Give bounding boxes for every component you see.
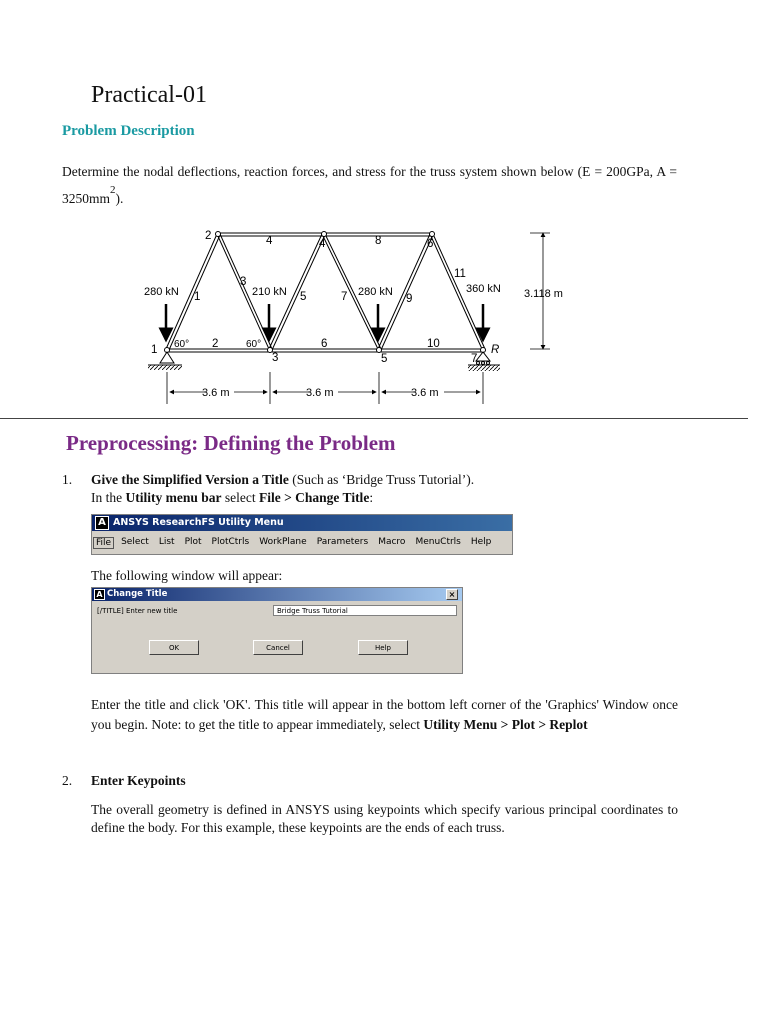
load-label: 280 kN: [358, 286, 393, 298]
node-6: [430, 232, 435, 237]
problem-text-main: Determine the nodal deflections, reaction forces, and stress for the truss system shown below (E = 200GPa, A = 3250mm: [62, 164, 677, 206]
step-2-number: 2.: [62, 773, 73, 788]
section-divider: [0, 418, 748, 419]
menu-file[interactable]: File: [93, 537, 114, 549]
member-label: 6: [321, 338, 328, 350]
span-dimension: 3.6 m: [202, 387, 230, 399]
member-label: 3: [240, 276, 247, 288]
height-dimension: 3.118 m: [524, 288, 563, 300]
angle-label: 60°: [246, 339, 262, 350]
load-label: 360 kN: [466, 283, 501, 295]
node-label: 5: [381, 353, 388, 365]
dialog-title: Change Title: [107, 589, 168, 599]
preprocessing-heading: Preprocessing: Defining the Problem: [66, 431, 396, 455]
menu-menuctrls[interactable]: MenuCtrls: [415, 537, 461, 547]
member-label: 7: [341, 291, 348, 303]
node-label: 6: [427, 238, 434, 250]
node-label: 1: [151, 344, 158, 356]
ansys-logo-icon: A: [95, 516, 109, 530]
problem-description-text: [62, 158, 677, 214]
truss-diagram: [138, 222, 578, 412]
menu-select[interactable]: Select: [121, 537, 149, 547]
node-label: 2: [205, 230, 212, 242]
span-dimension: 3.6 m: [306, 387, 334, 399]
help-button[interactable]: Help: [358, 640, 408, 655]
title-prompt-label: [/TITLE] Enter new title: [97, 607, 178, 615]
window-appear-text: The following window will appear:: [91, 568, 283, 583]
ansys-utility-menu-screenshot: [91, 514, 513, 555]
dialog-titlebar: [92, 588, 462, 601]
node-label: 3: [272, 352, 279, 364]
step-1-instruction: In the Utility menu bar select File > Change Title:: [91, 490, 374, 505]
node-2: [216, 232, 221, 237]
member-label: 5: [300, 291, 307, 303]
ok-button[interactable]: OK: [149, 640, 199, 655]
member-label: 8: [375, 235, 382, 247]
menu-parameters[interactable]: Parameters: [316, 537, 369, 547]
node-5: [377, 348, 382, 353]
member-label: 9: [406, 293, 413, 305]
step-1-title-bold: Give the Simplified Version a Title: [91, 472, 289, 487]
member-label: 1: [194, 291, 201, 303]
member-label: 11: [454, 268, 466, 280]
load-label: 280 kN: [144, 286, 179, 298]
load-label: 210 kN: [252, 286, 287, 298]
step-1-number: 1.: [62, 472, 73, 487]
step-1-note: Enter the title and click 'OK'. This title will appear in the bottom left corner of the 'Graphics' Window once you begin. Note: to get the title to appear immediately, select Utility Menu > Plot > Replot: [91, 697, 678, 732]
member-label: 10: [427, 338, 440, 350]
member-label: 4: [266, 235, 273, 247]
step-1-title-example: (Such as ‘Bridge Truss Tutorial’).: [288, 472, 475, 487]
utility-menu-titlebar: [92, 515, 512, 531]
problem-description-heading: Problem Description: [62, 123, 195, 139]
menu-plotctrls[interactable]: PlotCtrls: [211, 537, 250, 547]
menu-macro[interactable]: Macro: [378, 537, 406, 547]
page-title: Practical-01: [91, 82, 207, 108]
step-2-heading: Enter Keypoints: [91, 773, 186, 788]
utility-menu-items: [92, 531, 512, 549]
node-label: 4: [319, 238, 326, 250]
menu-help[interactable]: Help: [470, 537, 492, 547]
step-1-title: [91, 470, 691, 490]
span-dimension: 3.6 m: [411, 387, 439, 399]
close-icon[interactable]: ×: [446, 589, 458, 600]
problem-text-end: ).: [115, 191, 124, 206]
load-arrows: [166, 304, 483, 340]
ansys-logo-icon: A: [94, 589, 105, 600]
menu-plot[interactable]: Plot: [184, 537, 202, 547]
menu-workplane[interactable]: WorkPlane: [259, 537, 307, 547]
member-label: 2: [212, 338, 219, 350]
node-4: [322, 232, 327, 237]
angle-label: 60°: [174, 339, 190, 350]
cancel-button[interactable]: Cancel: [253, 640, 303, 655]
truss-members: [166, 233, 485, 352]
node-label: 7: [471, 353, 478, 365]
title-input[interactable]: Bridge Truss Tutorial: [273, 605, 457, 616]
superscript-2: 2: [110, 184, 116, 196]
change-title-dialog-screenshot: [91, 587, 463, 674]
step-2-text: The overall geometry is defined in ANSYS using keypoints which specify various principal coordinates to define the body. For this example, these keypoints are the ends of each truss.: [91, 802, 678, 835]
utility-menu-title: ANSYS ResearchFS Utility Menu: [113, 517, 284, 528]
reaction-label: R: [491, 344, 500, 356]
menu-list[interactable]: List: [158, 537, 175, 547]
